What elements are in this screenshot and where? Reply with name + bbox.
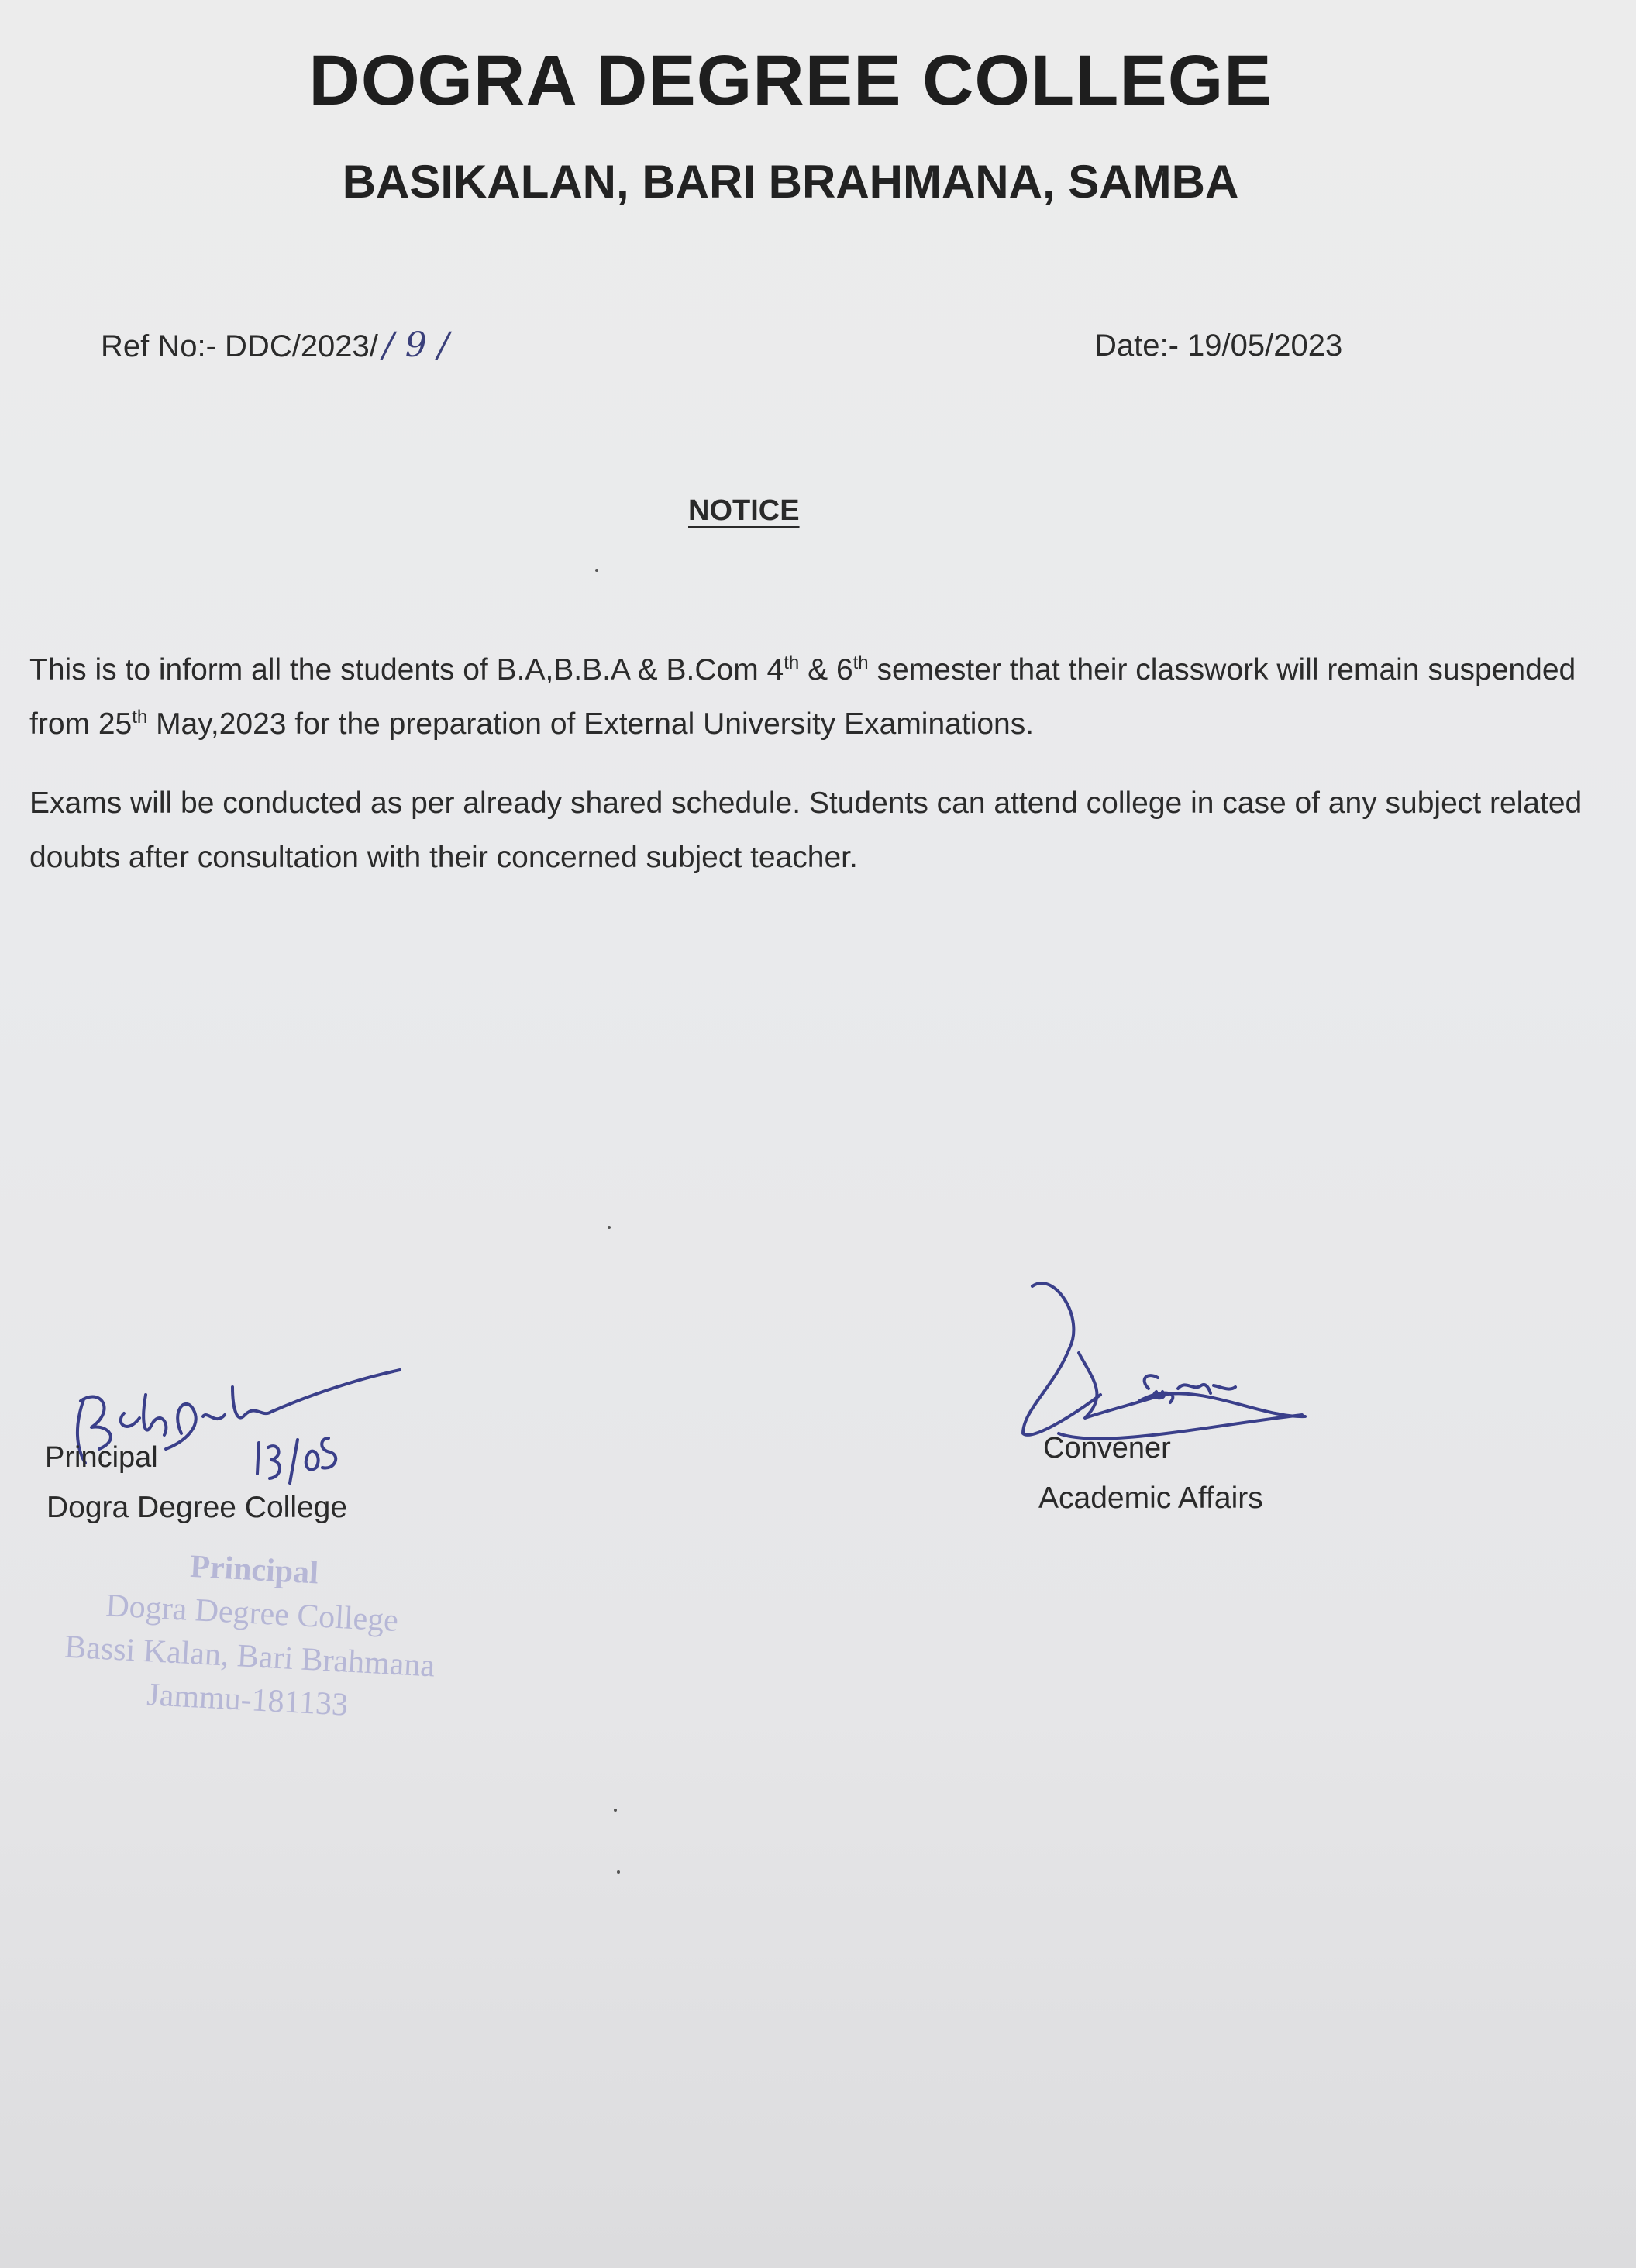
- para1-part-c: semester that their classwork will remain suspended from 25: [29, 653, 1576, 741]
- principal-date-icon: [257, 1438, 336, 1483]
- college-name: DOGRA DEGREE COLLEGE: [308, 41, 1273, 120]
- stamp-line-4: Jammu-181133: [146, 1677, 350, 1723]
- para1-sup-2: th: [852, 652, 869, 673]
- stamp-line-3: Bassi Kalan, Bari Brahmana: [64, 1629, 436, 1685]
- convener-department: Academic Affairs: [1038, 1482, 1263, 1515]
- notice-heading: NOTICE: [688, 494, 800, 527]
- notice-date: Date:- 19/05/2023: [1094, 329, 1343, 363]
- para1-sup-3: th: [132, 707, 148, 728]
- notice-paragraph-2: Exams will be conducted as per already shared schedule. Students can attend college in case of any subject related doubts after consultation with their concerned subject teacher.: [29, 786, 1583, 874]
- stamp-line-1: Principal: [189, 1548, 320, 1592]
- principal-stamp: [6, 1536, 495, 1734]
- para1-part-b: & 6: [799, 653, 853, 687]
- ref-printed: Ref No:- DDC/2023/: [101, 329, 378, 363]
- ref-handwritten: / 9 /: [382, 325, 449, 365]
- para1-sup-1: th: [784, 652, 800, 673]
- para1-part-d: May,2023 for the preparation of External University Examinations.: [147, 707, 1035, 741]
- college-address: BASIKALAN, BARI BRAHMANA, SAMBA: [342, 156, 1239, 208]
- para1-part-a: This is to inform all the students of B.A,B.B.A & B.Com 4: [29, 653, 784, 687]
- stamp-line-2: Dogra Degree College: [105, 1588, 400, 1639]
- principal-college: Dogra Degree College: [46, 1491, 348, 1524]
- convener-label: Convener: [1043, 1432, 1171, 1464]
- principal-label: Principal: [45, 1441, 158, 1474]
- convener-signature-icon: [1023, 1283, 1305, 1439]
